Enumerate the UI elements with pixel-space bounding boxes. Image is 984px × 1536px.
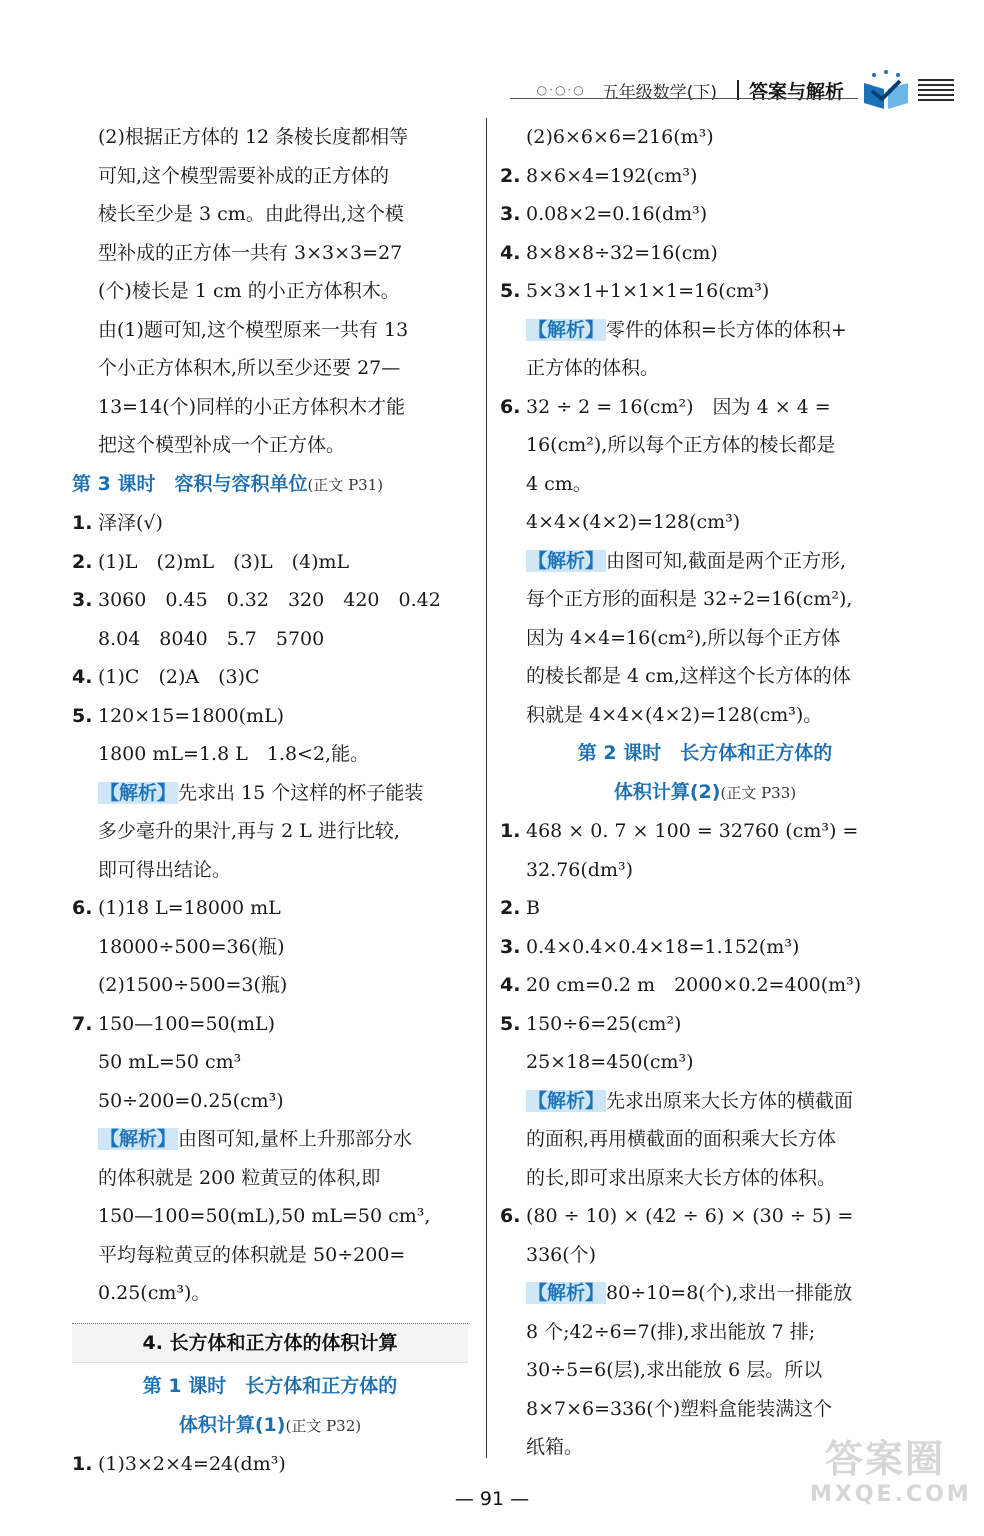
answer-line	[500, 1313, 910, 1352]
line-text: 把这个模型补成一个正方体。	[98, 434, 346, 456]
answer-line	[500, 426, 910, 465]
answer-item	[72, 697, 468, 736]
header-dots: ○·○·○	[536, 83, 586, 97]
line-text: 8 个;42÷6=7(排),求出能放 7 排;	[526, 1320, 816, 1343]
answer-item	[500, 1005, 910, 1044]
line-text: 的面积,再用横截面的面积乘大长方体	[526, 1128, 837, 1150]
line-text: 8×8×8÷32=16(cm)	[526, 241, 718, 264]
line-text: 棱长至少是 3 cm。由此得出,这个模	[98, 203, 404, 225]
answer-item	[500, 928, 910, 967]
line-text: 的棱长都是 4 cm,这样这个长方体的体	[526, 665, 851, 687]
line-text: 泽泽(√)	[98, 512, 163, 534]
analysis-tag: 【解析】	[528, 1282, 605, 1304]
answer-line	[72, 1120, 468, 1159]
question-number: 6.	[500, 1205, 521, 1227]
line-text: 平均每粒黄豆的体积就是 50÷200=	[98, 1243, 406, 1266]
question-number: 7.	[72, 1012, 93, 1035]
line-text: 150—100=50(mL)	[98, 1012, 276, 1035]
line-text: 每个正方形的面积是 32÷2=16(cm²),	[526, 588, 853, 610]
answer-item	[500, 889, 910, 928]
answer-line	[72, 157, 468, 196]
answer-line	[500, 1043, 910, 1082]
question-number: 1.	[72, 512, 93, 534]
page-reference: (正文 P31)	[307, 475, 384, 494]
answer-line	[500, 1082, 910, 1121]
answer-line	[500, 1159, 910, 1198]
lesson-heading: 第 3 课时 容积与容积单位(正文 P31)	[72, 472, 384, 495]
answer-item	[72, 543, 468, 582]
answer-line	[72, 311, 468, 350]
line-text: 13=14(个)同样的小正方体积木才能	[98, 395, 406, 418]
line-text: (个)棱长是 1 cm 的小正方体积木。	[98, 280, 400, 302]
line-text: 积就是 4×4×(4×2)=128(cm³)。	[526, 703, 823, 726]
line-text: 0.08×2=0.16(dm³)	[526, 203, 708, 225]
line-text: (2)6×6×6=216(m³)	[526, 126, 714, 148]
answer-line	[500, 851, 910, 890]
line-text: 1800 mL=1.8 L 1.8<2,能。	[98, 743, 370, 765]
question-number: 2.	[500, 897, 521, 919]
column-divider	[486, 118, 487, 1458]
header-lines	[918, 79, 954, 101]
answer-item	[72, 1445, 468, 1484]
line-text: 30÷5=6(层),求出能放 6 层。所以	[526, 1359, 823, 1381]
question-number: 2.	[500, 164, 521, 187]
line-text: 4×4×(4×2)=128(cm³)	[526, 511, 741, 533]
answer-item	[500, 388, 910, 427]
analysis-tag: 【解析】	[100, 781, 177, 804]
answer-line	[500, 311, 910, 350]
line-text: 18000÷500=36(瓶)	[98, 935, 285, 958]
lesson-heading: 体积计算(1)(正文 P32)	[178, 1413, 362, 1436]
header-rule	[510, 98, 858, 99]
answer-line	[72, 774, 468, 813]
analysis-tag: 【解析】	[100, 1128, 177, 1150]
answer-line	[72, 812, 468, 851]
answer-item	[500, 157, 910, 196]
answer-line	[72, 234, 468, 273]
analysis-tag: 【解析】	[528, 318, 605, 341]
answer-line	[72, 928, 468, 967]
line-text: 32.76(dm³)	[526, 858, 634, 881]
question-number: 5.	[72, 704, 93, 727]
answer-item	[500, 1197, 910, 1236]
line-text: 16(cm²),所以每个正方体的棱长都是	[526, 434, 836, 456]
line-text: 先求出 15 个这样的杯子能装	[178, 781, 424, 804]
answer-item	[72, 581, 468, 620]
question-number: 2.	[72, 550, 93, 573]
answer-line	[72, 118, 468, 157]
answer-line	[72, 272, 468, 311]
line-text: 336(个)	[526, 1243, 597, 1266]
answer-item	[500, 234, 910, 273]
line-text: 零件的体积=长方体的体积+	[606, 318, 847, 341]
section-heading: 4. 长方体和正方体的体积计算	[72, 1323, 468, 1364]
answer-line	[72, 195, 468, 234]
answer-line	[72, 426, 468, 465]
question-number: 3.	[72, 589, 93, 611]
line-text: 由图可知,截面是两个正方形,	[606, 549, 847, 572]
question-number: 6.	[500, 395, 521, 418]
answer-item	[72, 504, 468, 543]
line-text: (2)根据正方体的 12 条棱长度都相等	[98, 126, 409, 148]
line-text: (1)18 L=18000 mL	[98, 897, 281, 919]
question-number: 5.	[500, 280, 521, 302]
line-text: 150÷6=25(cm²)	[526, 1012, 682, 1035]
line-text: 纸箱。	[526, 1436, 584, 1458]
answer-item	[500, 966, 910, 1005]
line-text: 20 cm=0.2 m 2000×0.2=400(m³)	[526, 974, 862, 996]
line-text: 由(1)题可知,这个模型原来一共有 13	[98, 318, 409, 341]
line-text: 8×6×4=192(cm³)	[526, 164, 698, 187]
left-column	[72, 118, 468, 1484]
answer-line	[500, 580, 910, 619]
question-number: 4.	[72, 666, 93, 688]
answer-line	[500, 349, 910, 388]
question-number: 1.	[72, 1453, 93, 1475]
answer-line	[500, 619, 910, 658]
question-number: 4.	[500, 974, 521, 996]
line-text: 先求出原来大长方体的横截面	[606, 1089, 854, 1112]
line-text: 5×3×1+1×1×1=16(cm³)	[526, 280, 770, 302]
line-text: 468 × 0. 7 × 100 = 32760 (cm³) =	[526, 820, 859, 842]
question-number: 1.	[500, 820, 521, 842]
question-number: 5.	[500, 1012, 521, 1035]
line-text: 120×15=1800(mL)	[98, 704, 285, 727]
answer-line	[500, 503, 910, 542]
header-subject: 五年级数学(下)	[601, 82, 717, 103]
answer-item	[500, 195, 910, 234]
answer-line	[500, 1274, 910, 1313]
lesson-heading: 第 2 课时 长方体和正方体的	[577, 742, 833, 764]
answer-line	[500, 696, 910, 735]
line-text: 150—100=50(mL),50 mL=50 cm³,	[98, 1205, 431, 1227]
line-text: (80 ÷ 10) × (42 ÷ 6) × (30 ÷ 5) =	[526, 1205, 854, 1227]
line-text: 个小正方体积木,所以至少还要 27—	[98, 357, 401, 379]
page-number: — 91 —	[454, 1488, 530, 1510]
answer-item	[500, 812, 910, 851]
answer-line	[500, 1351, 910, 1390]
line-text: 50÷200=0.25(cm³)	[98, 1089, 284, 1112]
header-title: 答案与解析	[748, 80, 844, 103]
analysis-tag: 【解析】	[528, 1089, 605, 1112]
answer-line	[72, 851, 468, 890]
question-number: 4.	[500, 241, 521, 264]
answer-line	[72, 1236, 468, 1275]
line-text: 0.25(cm³)。	[98, 1282, 211, 1304]
answer-item	[72, 889, 468, 928]
answer-line	[500, 1390, 910, 1429]
line-text: 即可得出结论。	[98, 858, 232, 881]
line-text: 0.4×0.4×0.4×18=1.152(m³)	[526, 935, 800, 958]
question-number: 3.	[500, 935, 521, 958]
answer-line	[72, 388, 468, 427]
answer-line	[72, 1159, 468, 1198]
line-text: 的体积就是 200 粒黄豆的体积,即	[98, 1166, 381, 1189]
line-text: 3060 0.45 0.32 320 420 0.42	[98, 589, 441, 611]
answer-line	[500, 1236, 910, 1275]
line-text: 因为 4×4=16(cm²),所以每个正方体	[526, 626, 841, 649]
line-text: 80÷10=8(个),求出一排能放	[606, 1282, 853, 1304]
line-text: (2)1500÷500=3(瓶)	[98, 974, 288, 996]
answer-line	[500, 465, 910, 504]
answer-line	[72, 1274, 468, 1313]
line-text: 多少毫升的果汁,再与 2 L 进行比较,	[98, 820, 400, 842]
line-text: (1)C (2)A (3)C	[98, 666, 260, 688]
question-number: 6.	[72, 897, 93, 919]
line-text: 的长,即可求出原来大长方体的体积。	[526, 1166, 837, 1189]
answer-line	[72, 966, 468, 1005]
page-reference: (正文 P33)	[720, 783, 797, 802]
page-header	[537, 70, 954, 110]
answer-line	[500, 542, 910, 581]
lesson-heading: 第 1 课时 长方体和正方体的	[142, 1375, 398, 1397]
line-text: 4 cm。	[526, 472, 592, 495]
line-text: 50 mL=50 cm³	[98, 1051, 242, 1073]
line-text: 8×7×6=336(个)塑料盒能装满这个	[526, 1397, 833, 1420]
line-text: 32 ÷ 2 = 16(cm²) 因为 4 × 4 =	[526, 395, 831, 418]
answer-line	[500, 1120, 910, 1159]
line-text: (1)L (2)mL (3)L (4)mL	[98, 550, 350, 573]
line-text: 型补成的正方体一共有 3×3×3=27	[98, 241, 403, 264]
analysis-tag: 【解析】	[528, 549, 605, 572]
header-separator	[737, 80, 739, 100]
lesson-heading: 体积计算(2)(正文 P33)	[613, 780, 797, 803]
question-number: 3.	[500, 203, 521, 225]
line-text: 可知,这个模型需要补成的正方体的	[98, 164, 390, 187]
line-text: 8.04 8040 5.7 5700	[98, 627, 325, 650]
answer-item	[72, 658, 468, 697]
answer-line	[72, 349, 468, 388]
line-text: 正方体的体积。	[526, 357, 660, 379]
answer-item	[500, 272, 910, 311]
answer-line	[72, 1197, 468, 1236]
answer-item	[72, 1005, 468, 1044]
page-reference: (正文 P32)	[285, 1416, 362, 1435]
answer-line	[500, 118, 910, 157]
answer-line	[72, 735, 468, 774]
book-logo-icon	[860, 69, 912, 111]
answer-line	[72, 620, 468, 659]
line-text: (1)3×2×4=24(dm³)	[98, 1453, 286, 1475]
watermark-logo: 答案圈 MXQE.COM	[810, 1437, 972, 1507]
line-text: B	[526, 897, 540, 919]
line-text: 25×18=450(cm³)	[526, 1051, 694, 1073]
right-column	[500, 118, 910, 1467]
line-text: 由图可知,量杯上升那部分水	[178, 1128, 413, 1150]
answer-line	[500, 657, 910, 696]
answer-line	[72, 1043, 468, 1082]
answer-line	[72, 1082, 468, 1121]
